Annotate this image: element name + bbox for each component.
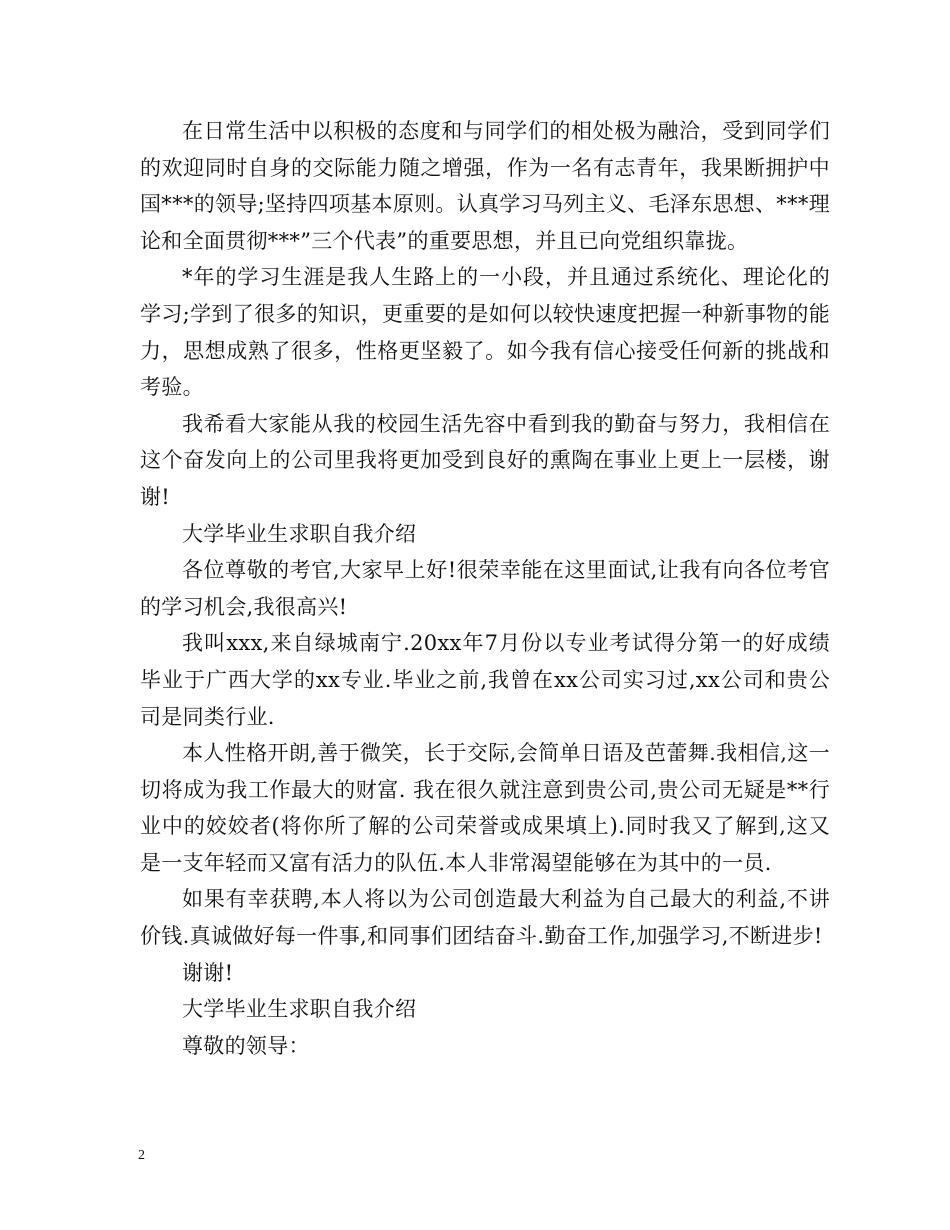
paragraph-personality: 本人性格开朗,善于微笑，长于交际,会简单日语及芭蕾舞.我相信,这一切将成为我工作最大的财富. 我在很久就注意到贵公司,贵公司无疑是**行业中的姣姣者(将你所了解的公司荣誉或成果填上).同时我又了解到,这又是一支年轻而又富有活力的队伍.本人非常渴望能够在为其中的一员. [140, 741, 830, 875]
paragraph-study-years: *年的学习生涯是我人生路上的一小段，并且通过系统化、理论化的学习;学到了很多的知识，更重要的是如何以较快速度把握一种新事物的能力，思想成熟了很多，性格更坚毅了。如今我有信心接受任何新的挑战和考验。 [140, 265, 830, 400]
paragraph-greeting-examiners: 各位尊敬的考官,大家早上好!很荣幸能在这里面试,让我有向各位考官的学习机会,我很高兴! [140, 558, 830, 619]
section-heading-job-intro: 大学毕业生求职自我介绍 [182, 521, 417, 546]
section-heading-job-intro-2: 大学毕业生求职自我介绍 [182, 997, 417, 1022]
paragraph-self-introduction: 我叫xxx,来自绿城南宁.20xx年7月份以专业考试得分第一的好成绩毕业于广西大学的xx专业.毕业之前,我曾在xx公司实习过,xx公司和贵公司是同类行业. [140, 631, 830, 729]
paragraph-hope-thanks: 我希看大家能从我的校园生活先容中看到我的勤奋与努力，我相信在这个奋发向上的公司里我将更加受到良好的熏陶在事业上更上一层楼，谢谢! [140, 411, 830, 509]
page-number: 2 [138, 1148, 145, 1163]
paragraph-party-support: 在日常生活中以积极的态度和与同学们的相处极为融洽，受到同学们的欢迎同时自身的交际能力随之增强，作为一名有志青年，我果断拥护中国***的领导;坚持四项基本原则。认真学习马列主义、毛泽东思想、***理论和全面贯彻***”三个代表”的重要思想，并且已向党组织靠拢。 [140, 119, 830, 253]
paragraph-thanks: 谢谢! [182, 960, 234, 985]
paragraph-salutation: 尊敬的领导： [182, 1033, 310, 1058]
paragraph-commitment: 如果有幸获聘,本人将以为公司创造最大利益为自己最大的利益,不讲价钱.真诚做好每一件事,和同事们团结奋斗.勤奋工作,加强学习,不断进步! [140, 887, 830, 949]
document-body [140, 113, 830, 1064]
